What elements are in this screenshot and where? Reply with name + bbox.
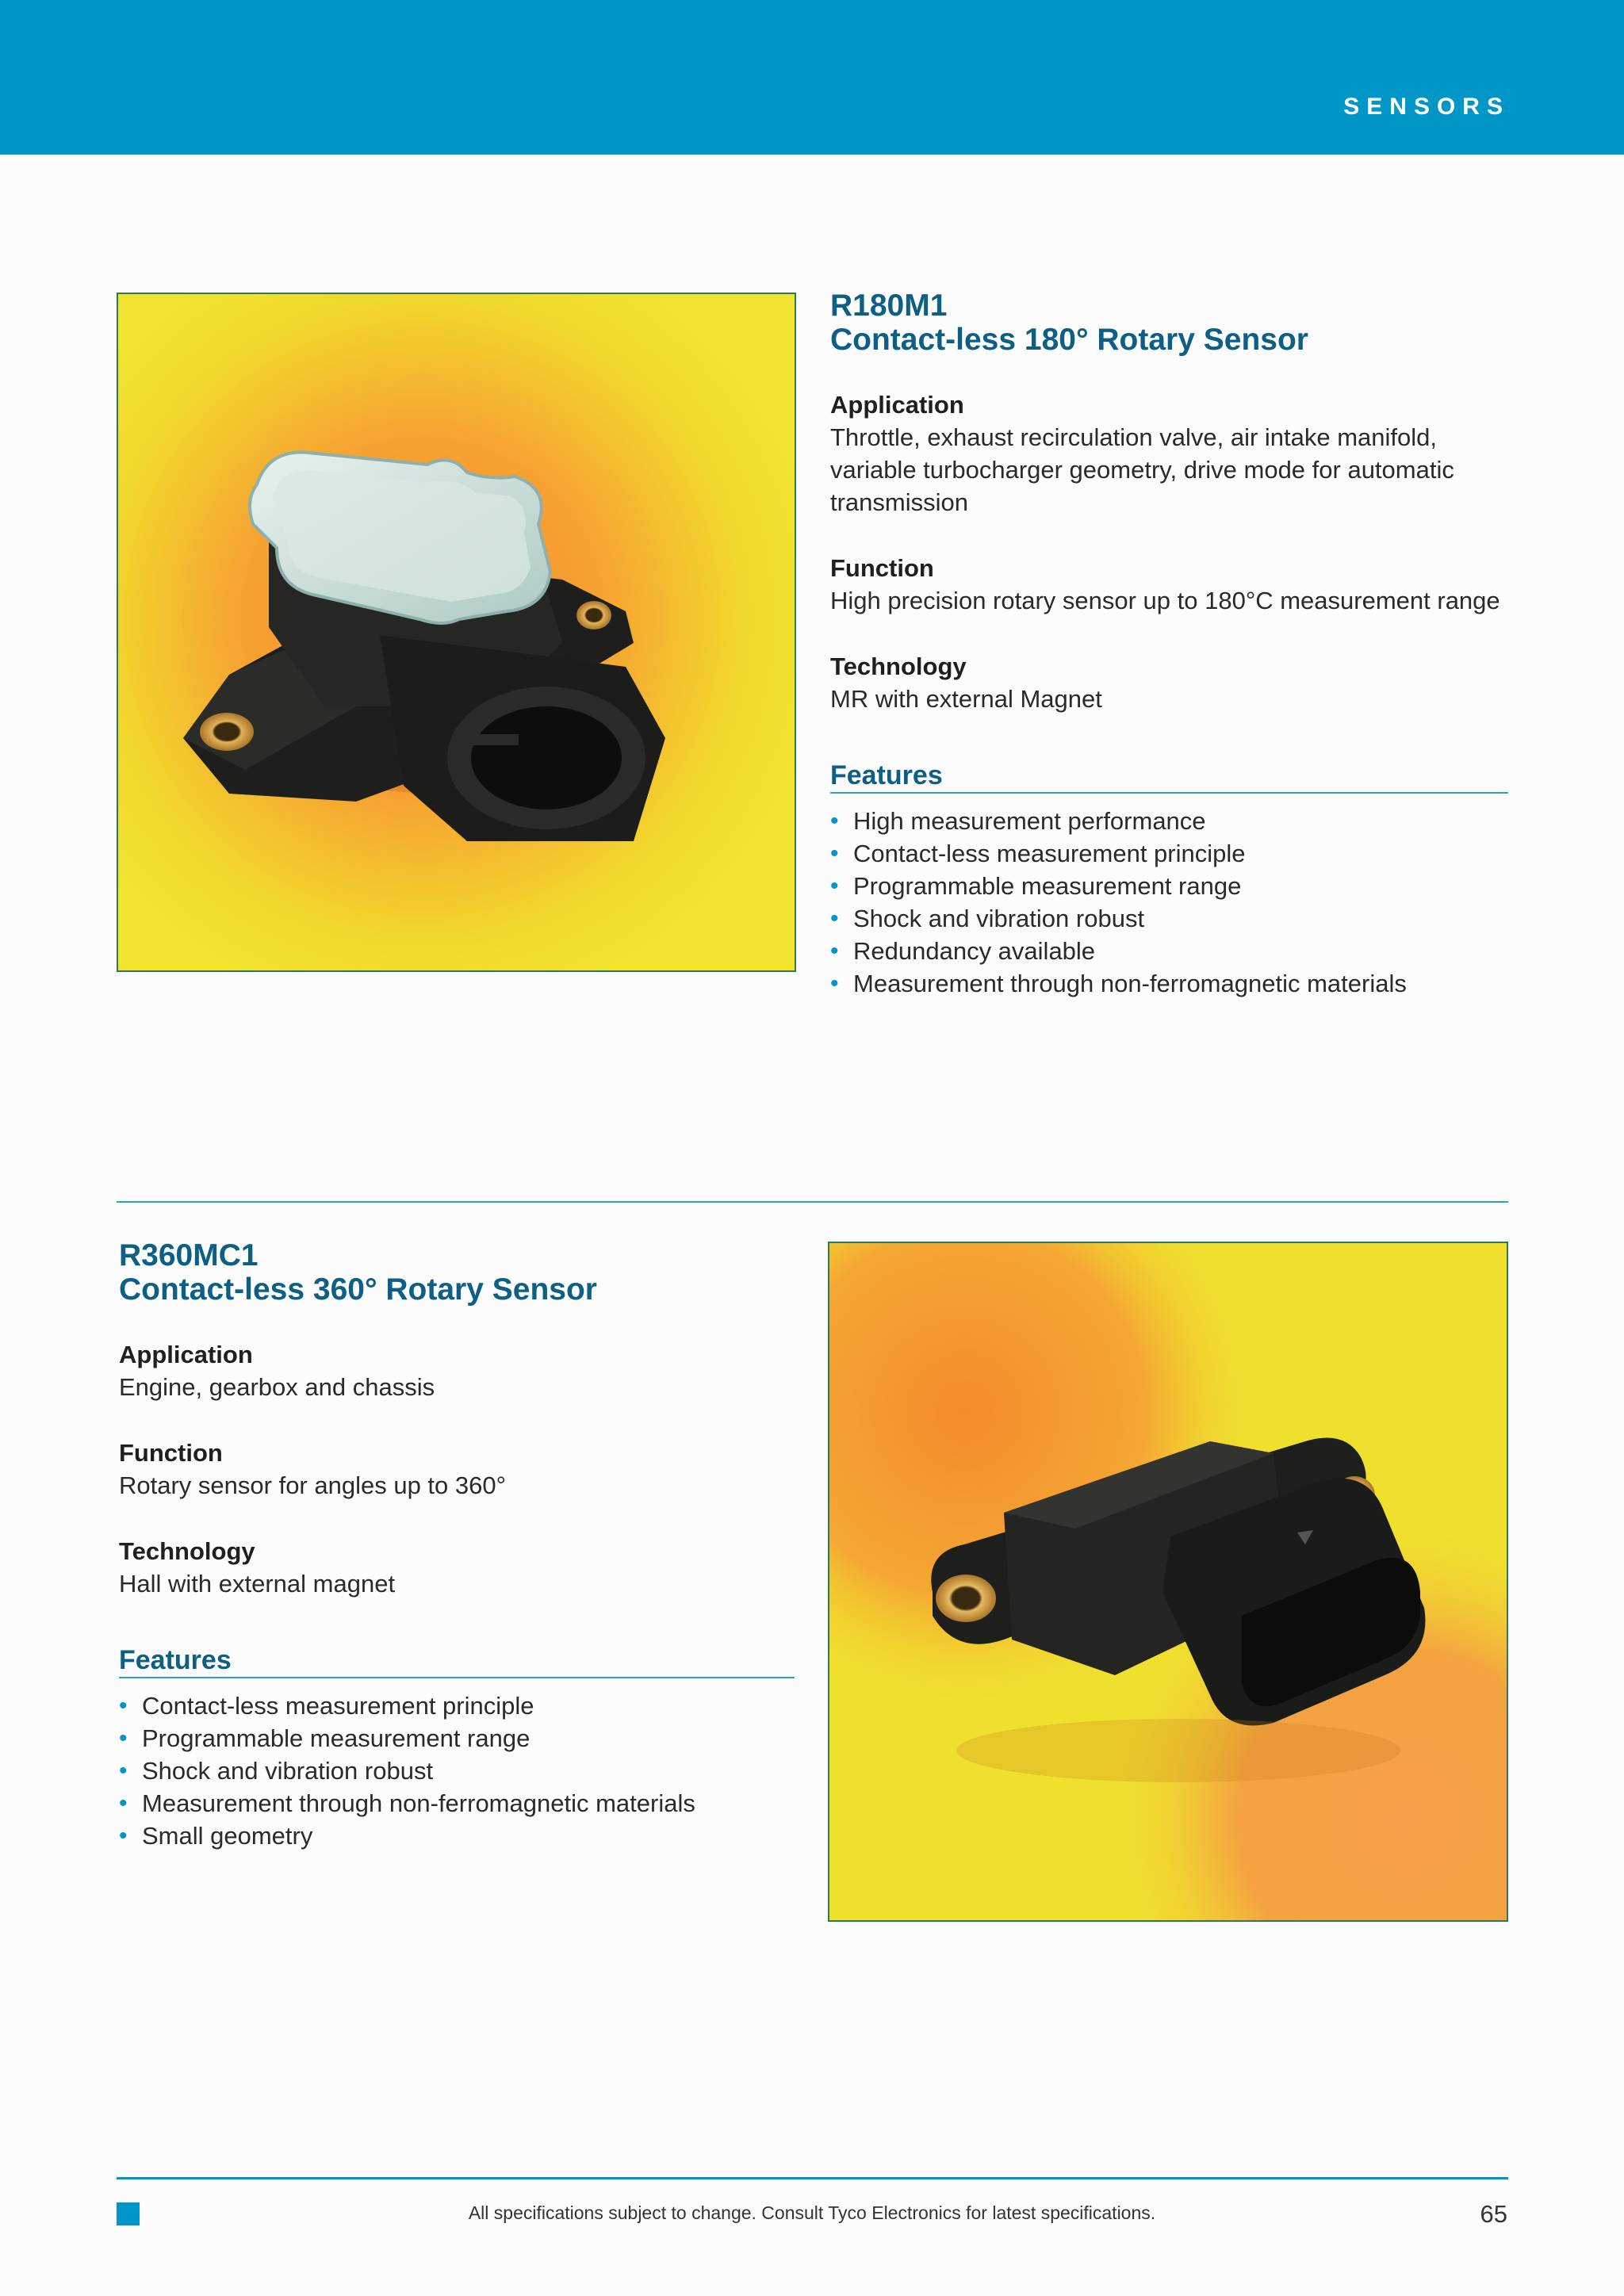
technology-text: MR with external Magnet [830, 685, 1102, 713]
page-number: 65 [1480, 2200, 1507, 2228]
bullet-icon: • [119, 1823, 128, 1849]
header-bar [0, 0, 1624, 155]
feature-item: • Shock and vibration robust [830, 902, 1508, 935]
feature-item: • Redundancy available [830, 935, 1508, 967]
r360mc1-sensor-image [829, 1243, 1507, 1920]
features-heading: Features [830, 760, 1508, 794]
application-text: Throttle, exhaust recirculation valve, air intake manifold, variable turbocharger geometry, drive mode for automatic transmission [830, 423, 1454, 516]
application-heading: Application [119, 1341, 253, 1368]
feature-item: • Small geometry [119, 1820, 795, 1852]
product-r360mc1 [119, 1238, 795, 1852]
feature-item: • Programmable measurement range [119, 1722, 795, 1755]
feature-item: • Programmable measurement range [830, 870, 1508, 902]
bullet-icon: • [830, 970, 839, 997]
feature-item: • Measurement through non-ferromagnetic materials [119, 1787, 795, 1820]
features-list [119, 1689, 795, 1852]
feature-item: • High measurement performance [830, 805, 1508, 837]
bullet-icon: • [119, 1758, 128, 1784]
technology-heading: Technology [830, 652, 967, 680]
product-photo-r360mc1 [828, 1242, 1508, 1922]
application-section [119, 1338, 795, 1403]
function-section [830, 552, 1508, 617]
product-r180m1 [830, 289, 1508, 1000]
technology-section [830, 650, 1508, 715]
r180m1-sensor-image [118, 294, 795, 970]
product-model: R360MC1 [119, 1238, 259, 1272]
technology-text: Hall with external magnet [119, 1570, 396, 1598]
section-label: SENSORS [1343, 94, 1510, 120]
features-heading: Features [119, 1644, 795, 1678]
function-text: Rotary sensor for angles up to 360° [119, 1471, 507, 1499]
bullet-icon: • [830, 808, 839, 834]
technology-section [119, 1535, 795, 1600]
bullet-icon: • [119, 1693, 128, 1719]
section-divider [117, 1201, 1508, 1203]
product-title: Contact-less 360° Rotary Sensor [119, 1272, 597, 1307]
footer-disclaimer: All specifications subject to change. Consult Tyco Electronics for latest specifications. [468, 2202, 1156, 2223]
product-model: R180M1 [830, 289, 948, 323]
technology-heading: Technology [119, 1537, 255, 1565]
bullet-icon: • [119, 1725, 128, 1751]
function-text: High precision rotary sensor up to 180°C measurement range [830, 587, 1500, 614]
feature-item: • Measurement through non-ferromagnetic materials [830, 967, 1508, 1000]
application-text: Engine, gearbox and chassis [119, 1373, 435, 1401]
feature-item: • Contact-less measurement principle [830, 837, 1508, 870]
feature-item: • Shock and vibration robust [119, 1755, 795, 1787]
application-heading: Application [830, 391, 964, 419]
bullet-icon: • [830, 873, 839, 899]
function-heading: Function [830, 554, 934, 582]
product-title: Contact-less 180° Rotary Sensor [830, 323, 1308, 357]
application-section [830, 388, 1508, 519]
footer-line [117, 2177, 1508, 2179]
bullet-icon: • [830, 840, 839, 867]
function-section [119, 1437, 795, 1502]
function-heading: Function [119, 1439, 223, 1467]
features-list [830, 805, 1508, 1000]
bullet-icon: • [119, 1790, 128, 1816]
bullet-icon: • [830, 905, 839, 932]
product-photo-r180m1 [117, 293, 796, 972]
bullet-icon: • [830, 938, 839, 964]
feature-item: • Contact-less measurement principle [119, 1689, 795, 1722]
